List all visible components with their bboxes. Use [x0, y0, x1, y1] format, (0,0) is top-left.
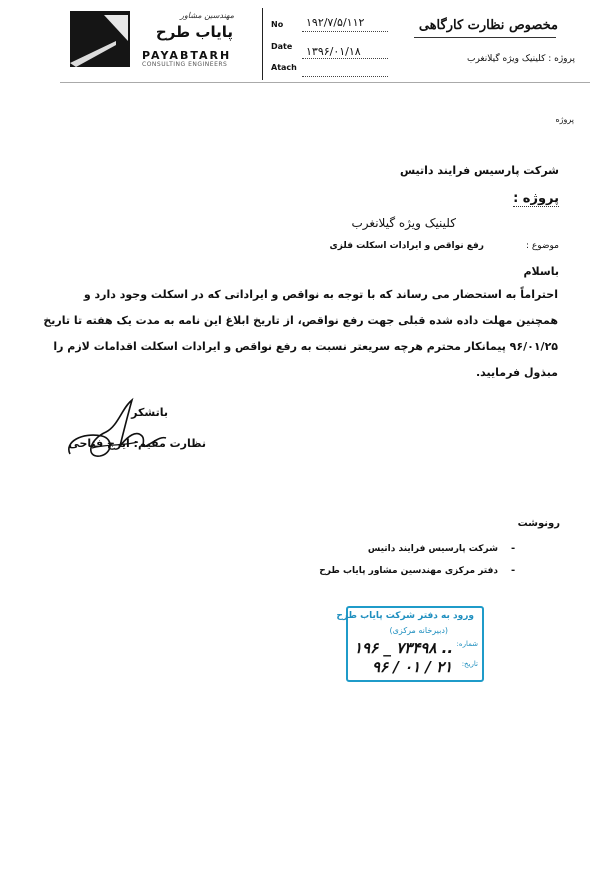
- subject-text: رفع نواقص و ایرادات اسکلت فلزی: [329, 241, 484, 251]
- no-value: ۱۹۲/۷/۵/۱۱۲: [306, 16, 365, 29]
- company-sub-fa: مهندسین مشاور: [180, 11, 234, 20]
- attach-label: Atach: [271, 63, 297, 72]
- attach-dotted-line: [302, 76, 388, 77]
- body-line: همچنین مهلت داده شده قبلی جهت رفع نواقص، از تاریخ ابلاغ این نامه به مدت یک هفته تا تاریخ: [43, 314, 558, 327]
- cc-heading: رونوشت: [517, 518, 560, 529]
- stamp-date: ۹۶ / ۰۱ / ۲۱: [372, 658, 453, 676]
- company-name-fa: پایاب طرح: [155, 23, 233, 41]
- header-project-line: پروژه : کلینیک ویژه گیلانغرب: [466, 54, 575, 64]
- stamp-number-label: شماره:: [456, 640, 478, 648]
- stamp-number: ۱۹۶ _ ۷۳۴۹۸ ..: [354, 639, 454, 657]
- header-title: مخصوص نظارت کارگاهی: [418, 18, 558, 33]
- date-label: Date: [271, 42, 293, 51]
- stamp-title: ورود به دفتر شرکت پایاب طرح: [336, 611, 474, 621]
- company-tagline-en: CONSULTING ENGINEERS: [142, 61, 228, 68]
- body-line: احتراماً به استحضار می رساند که با توجه به نواقص و ایراداتی که در اسکلت وجود دارد و: [83, 288, 558, 301]
- cc-dash: -: [511, 543, 516, 554]
- no-dotted-line: [302, 31, 388, 32]
- payabtarh-logo-icon: [70, 11, 130, 67]
- stamp-date-label: تاریخ:: [461, 660, 478, 668]
- header-rule: [60, 82, 590, 83]
- signature-closing: باتشکر: [131, 406, 168, 419]
- recipient: شرکت پارسیس فرایند داتیس: [399, 164, 559, 177]
- project-name: کلینیک ویژه گیلانغرب: [351, 216, 456, 230]
- body-line: مبذول فرمایید.: [475, 366, 558, 379]
- date-value: ۱۳۹۶/۰۱/۱۸: [306, 45, 361, 58]
- no-label: No: [271, 20, 284, 29]
- cc-item: دفتر مرکزی مهندسین مشاور پایاب طرح: [319, 566, 498, 576]
- signature-name: نظارت مقیم: ایرج فتاحی: [68, 437, 206, 450]
- top-tag: پروژه: [555, 115, 574, 124]
- cc-item: شرکت پارسیس فرایند داتیس: [367, 544, 498, 554]
- project-label: پروژه :: [513, 191, 559, 206]
- company-name-en: PAYABTARH: [142, 49, 232, 62]
- body-line: ۹۶/۰۱/۲۵ پیمانکار محترم هرچه سریعتر نسبت به رفع نواقص و ایرادات اسکلت اقدامات لازم را: [53, 340, 558, 353]
- greeting: باسلام: [523, 265, 559, 278]
- cc-dash: -: [511, 565, 516, 576]
- date-dotted-line: [302, 58, 388, 59]
- received-stamp: [336, 606, 484, 682]
- subject-label: موضوع :: [525, 241, 559, 251]
- stamp-subtitle: (دبیرخانه مرکزی): [389, 626, 448, 635]
- title-underline: [414, 37, 556, 38]
- header-divider: [262, 8, 263, 80]
